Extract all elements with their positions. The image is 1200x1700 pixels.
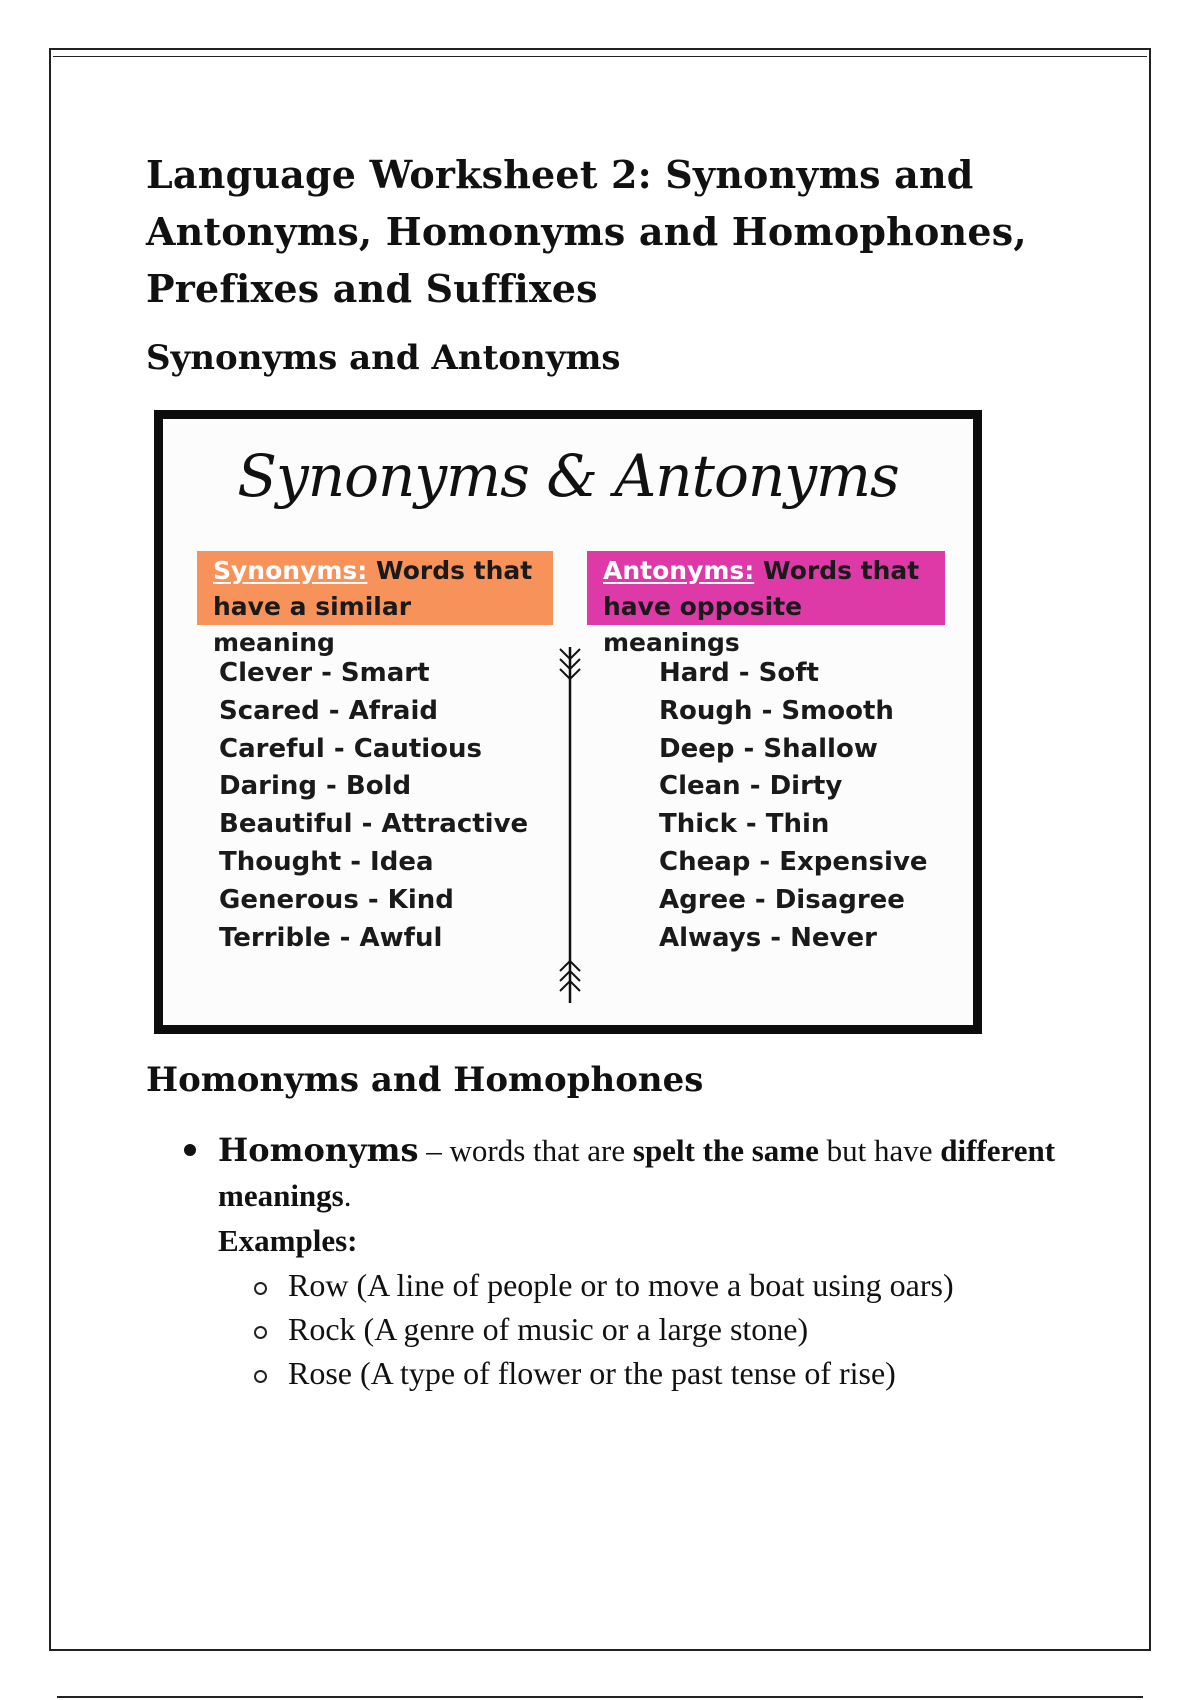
synonyms-definition-box — [197, 551, 553, 657]
synonyms-antonyms-heading: Synonyms and Antonyms — [146, 338, 621, 378]
antonym-pair: Clean - Dirty — [659, 771, 843, 802]
synonym-pair: Careful - Cautious — [219, 733, 483, 764]
homonyms-term: Homonyms — [218, 1131, 419, 1169]
circle-bullet-icon — [254, 1282, 267, 1295]
synonym-pair: Generous - Kind — [219, 884, 454, 915]
circle-bullet-icon — [254, 1370, 267, 1383]
worksheet-title: Language Worksheet 2: Synonyms and Antonyms, Homonyms and Homophones, Prefixes and Suffixes — [146, 152, 1027, 311]
homonyms-mid-text: but have — [818, 1133, 941, 1168]
homonym-example — [254, 1351, 1080, 1395]
circle-bullet-icon — [254, 1326, 267, 1339]
antonyms-definition-text: Words that have opposite meanings — [603, 556, 920, 657]
homonym-example-text: Row (A line of people or to move a boat using oars) — [288, 1267, 954, 1303]
synonyms-antonyms-poster — [154, 410, 982, 1034]
synonym-pair: Daring - Bold — [219, 771, 412, 802]
antonym-pair: Hard - Soft — [659, 658, 819, 688]
arrow-divider-icon — [555, 645, 585, 1005]
antonym-pair: Agree - Disagree — [659, 884, 905, 915]
homonym-example — [254, 1307, 1080, 1351]
antonyms-term: Antonyms: — [603, 556, 755, 585]
homonyms-emphasis-spelt: spelt the same — [632, 1133, 819, 1168]
antonym-pair: Always - Never — [659, 922, 877, 953]
antonym-pair: Cheap - Expensive — [659, 846, 928, 877]
antonyms-definition-box — [587, 551, 945, 657]
poster-title: Synonyms & Antonyms — [237, 442, 899, 510]
bottom-border-line — [57, 1696, 1143, 1698]
synonym-pair: Scared - Afraid — [219, 695, 438, 726]
examples-label: Examples: — [218, 1223, 358, 1258]
synonym-pair: Thought - Idea — [219, 846, 434, 877]
synonyms-term: Synonyms: — [213, 556, 368, 585]
synonym-pair: Terrible - Awful — [219, 922, 443, 953]
homonym-example-text: Rock (A genre of music or a large stone) — [288, 1311, 809, 1347]
homonyms-bullet — [180, 1128, 1080, 1395]
homonyms-dash-text: – words that are — [418, 1133, 633, 1168]
synonym-pair: Clever - Smart — [219, 658, 430, 688]
antonym-pair: Rough - Smooth — [659, 695, 894, 726]
synonym-pair: Beautiful - Attractive — [219, 809, 529, 840]
homonym-example-text: Rose (A type of flower or the past tense of rise) — [288, 1355, 896, 1391]
antonym-pair: Deep - Shallow — [659, 733, 878, 764]
homonyms-homophones-heading: Homonyms and Homophones — [146, 1060, 704, 1100]
homonyms-section — [180, 1128, 1080, 1395]
homonyms-end-text: . — [343, 1178, 352, 1213]
antonym-pair: Thick - Thin — [659, 809, 830, 840]
homonyms-emphasis-meanings: different meanings — [218, 1133, 1056, 1213]
bullet-dot-icon — [184, 1144, 196, 1156]
synonym-pairs-list — [219, 655, 528, 957]
homonym-example — [254, 1263, 1080, 1307]
homonym-examples-list — [218, 1263, 1080, 1395]
synonyms-definition-text: Words that have a similar meaning — [213, 556, 533, 657]
top-border-line — [53, 56, 1147, 57]
antonym-pairs-list — [659, 655, 928, 957]
